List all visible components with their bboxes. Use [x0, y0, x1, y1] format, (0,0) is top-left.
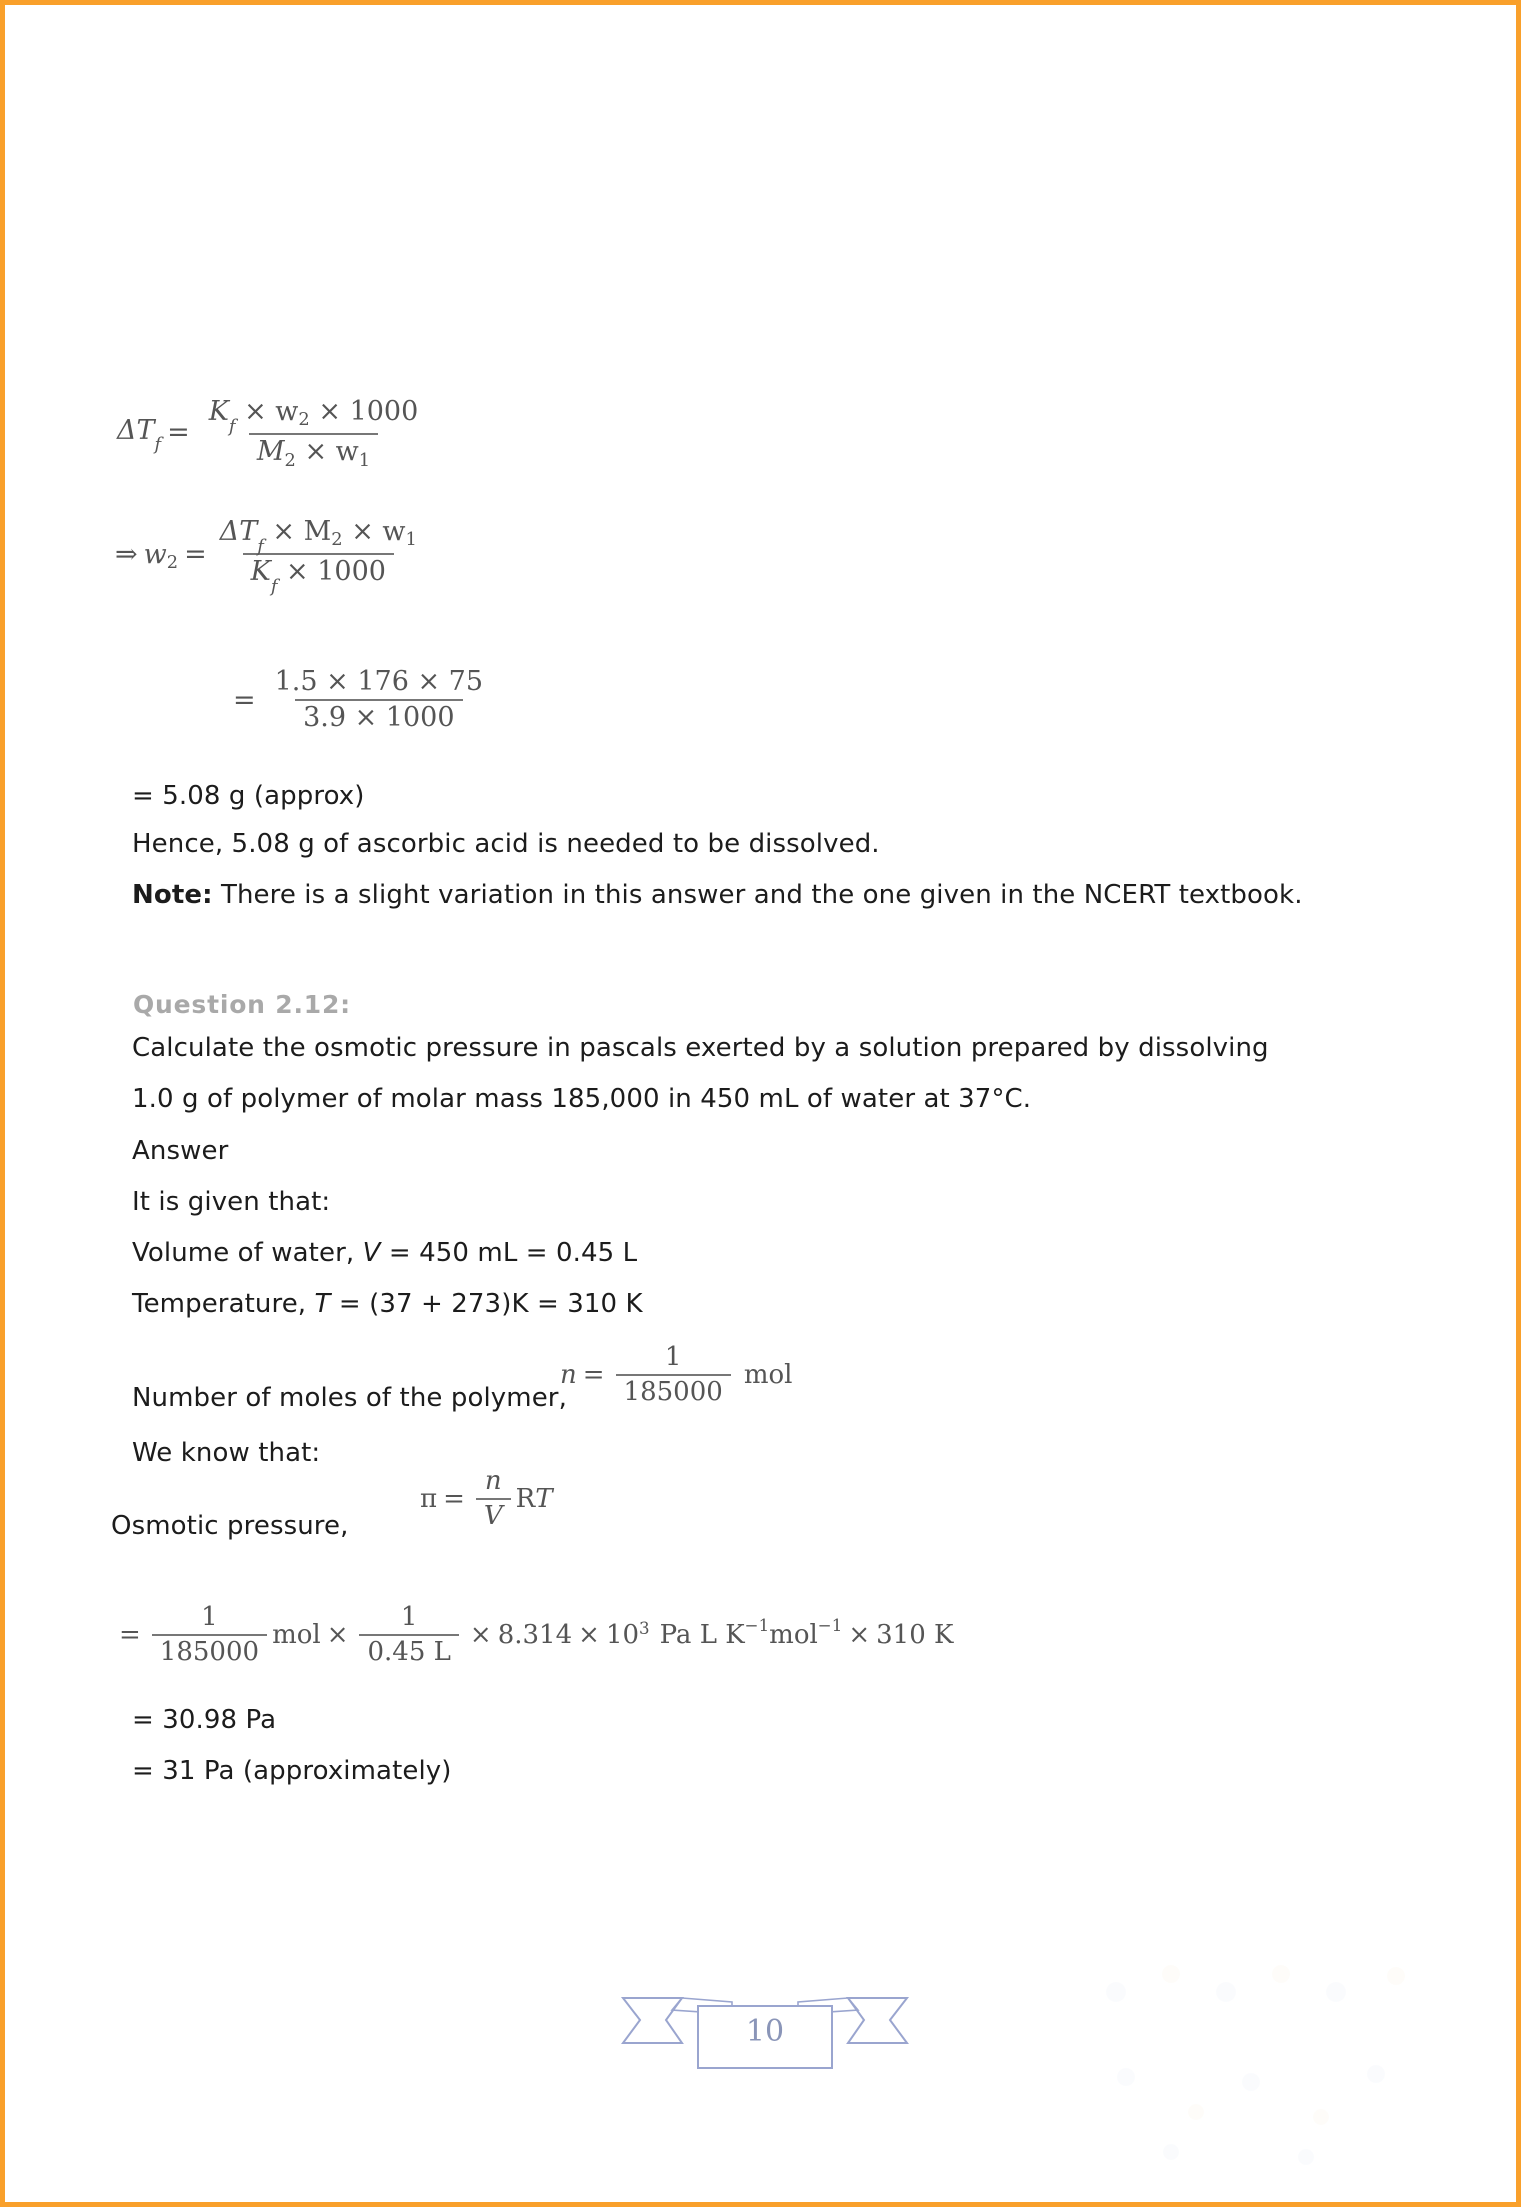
equation-osmotic-formula — [420, 1467, 553, 1531]
fraction-numerator: 1 — [400, 1602, 418, 1632]
volume-variable: V — [362, 1238, 381, 1268]
volume-suffix: = 450 mL = 0.45 L — [380, 1238, 638, 1268]
fraction-moles — [616, 1343, 731, 1407]
moles-symbol: n — [560, 1360, 577, 1391]
osmotic-label: Osmotic pressure, — [111, 1511, 349, 1541]
equation-delta-tf — [117, 396, 431, 471]
given-label: It is given that: — [132, 1187, 331, 1217]
watermark — [1076, 1962, 1506, 2192]
fraction-one-over-volume — [359, 1603, 458, 1667]
fraction-n-over-v — [476, 1467, 511, 1531]
temperature-suffix: = (37 + 273)K = 310 K — [330, 1289, 643, 1319]
fraction-numerator: 1 — [201, 1602, 218, 1632]
equals-sign: = — [184, 538, 207, 570]
fraction-delta-tf — [201, 396, 427, 471]
fraction-denominator: 185000 — [152, 1634, 267, 1667]
fraction-w2 — [212, 516, 425, 598]
fraction-numerator: 1.5 × 176 × 75 — [274, 666, 484, 697]
equation-moles — [560, 1343, 792, 1407]
gas-constant-value: 8.314 — [497, 1620, 573, 1651]
temperature-value: 310 K — [876, 1620, 954, 1651]
fraction-one-over-185000 — [152, 1603, 267, 1667]
temperature-prefix: Temperature, — [132, 1289, 315, 1319]
page-number-ribbon — [620, 1980, 910, 2075]
mol-exponent: −1 — [817, 1616, 843, 1636]
times-sign: × — [578, 1620, 600, 1651]
question-heading: Question 2.12: — [133, 990, 351, 1019]
unit-pa-l-k: Pa L K — [659, 1620, 745, 1651]
unit-mol-inverse: mol — [769, 1620, 818, 1651]
rt-term: RT — [515, 1484, 553, 1515]
equals-sign: = — [582, 1360, 605, 1391]
result-line-3: = 31 Pa (approximately) — [132, 1756, 452, 1786]
note-body: There is a slight variation in this answer and the one given in the NCERT textbook. — [212, 880, 1303, 910]
result-line-2: = 30.98 Pa — [132, 1705, 277, 1735]
fraction-denominator: 0.45 L — [359, 1634, 458, 1667]
fraction-numerator: $\Delta T_f \times M2 \times w1$ — [219, 516, 417, 557]
volume-line — [132, 1240, 637, 1266]
equals-sign: = — [167, 416, 190, 448]
fraction-denominator: 185000 — [616, 1374, 731, 1407]
note-label: Note: — [132, 880, 213, 910]
pi-symbol: π — [420, 1484, 438, 1515]
fraction-numeric — [267, 667, 491, 733]
we-know-label: We know that: — [132, 1438, 321, 1468]
page-number: 10 — [745, 2014, 785, 2049]
times-sign: × — [326, 1620, 349, 1651]
delta-tf-lhs: $\Delta T_f$ — [117, 414, 162, 456]
equation-w2-solved — [115, 516, 430, 598]
fraction-denominator: M2 × w1 — [249, 433, 378, 467]
question-line-2: 1.0 g of polymer of molar mass 185,000 in 450 mL of water at 37°C. — [132, 1084, 1032, 1114]
note-line — [132, 882, 1303, 908]
volume-prefix: Volume of water, — [132, 1238, 363, 1268]
hence-line: Hence, 5.08 g of ascorbic acid is needed to be dissolved. — [132, 829, 880, 859]
fraction-denominator: 3.9 × 1000 — [295, 699, 462, 733]
implies-arrow: ⇒ — [115, 538, 138, 570]
temperature-variable: T — [314, 1289, 331, 1319]
kelvin-exponent: −1 — [744, 1616, 770, 1636]
equals-sign: = — [233, 684, 256, 716]
equals-sign: = — [443, 1484, 465, 1515]
equation-numeric-substitution — [227, 667, 496, 733]
fraction-numerator: $K_f \times w2 \times 1000$ — [208, 396, 419, 437]
question-line-1: Calculate the osmotic pressure in pascals exerted by a solution prepared by dissolving — [132, 1033, 1269, 1063]
fraction-denominator: $K_f \times 1000$ — [243, 553, 394, 591]
fraction-numerator: n — [484, 1466, 502, 1496]
w2-lhs: w2 — [143, 538, 179, 574]
result-line-1: = 5.08 g (approx) — [132, 781, 365, 811]
times-sign: × — [848, 1620, 871, 1651]
answer-label: Answer — [132, 1136, 229, 1166]
moles-unit: mol — [743, 1360, 793, 1391]
fraction-numerator: 1 — [664, 1342, 682, 1372]
equation-osmotic-substitution — [113, 1603, 953, 1667]
temperature-line — [132, 1291, 643, 1317]
times-sign: × — [469, 1620, 492, 1651]
moles-label: Number of moles of the polymer, — [132, 1383, 567, 1413]
fraction-denominator: V — [476, 1498, 511, 1531]
unit-mol: mol — [272, 1620, 321, 1651]
power-of-ten: $10^3$ — [605, 1618, 650, 1651]
equals-sign: = — [119, 1620, 141, 1651]
